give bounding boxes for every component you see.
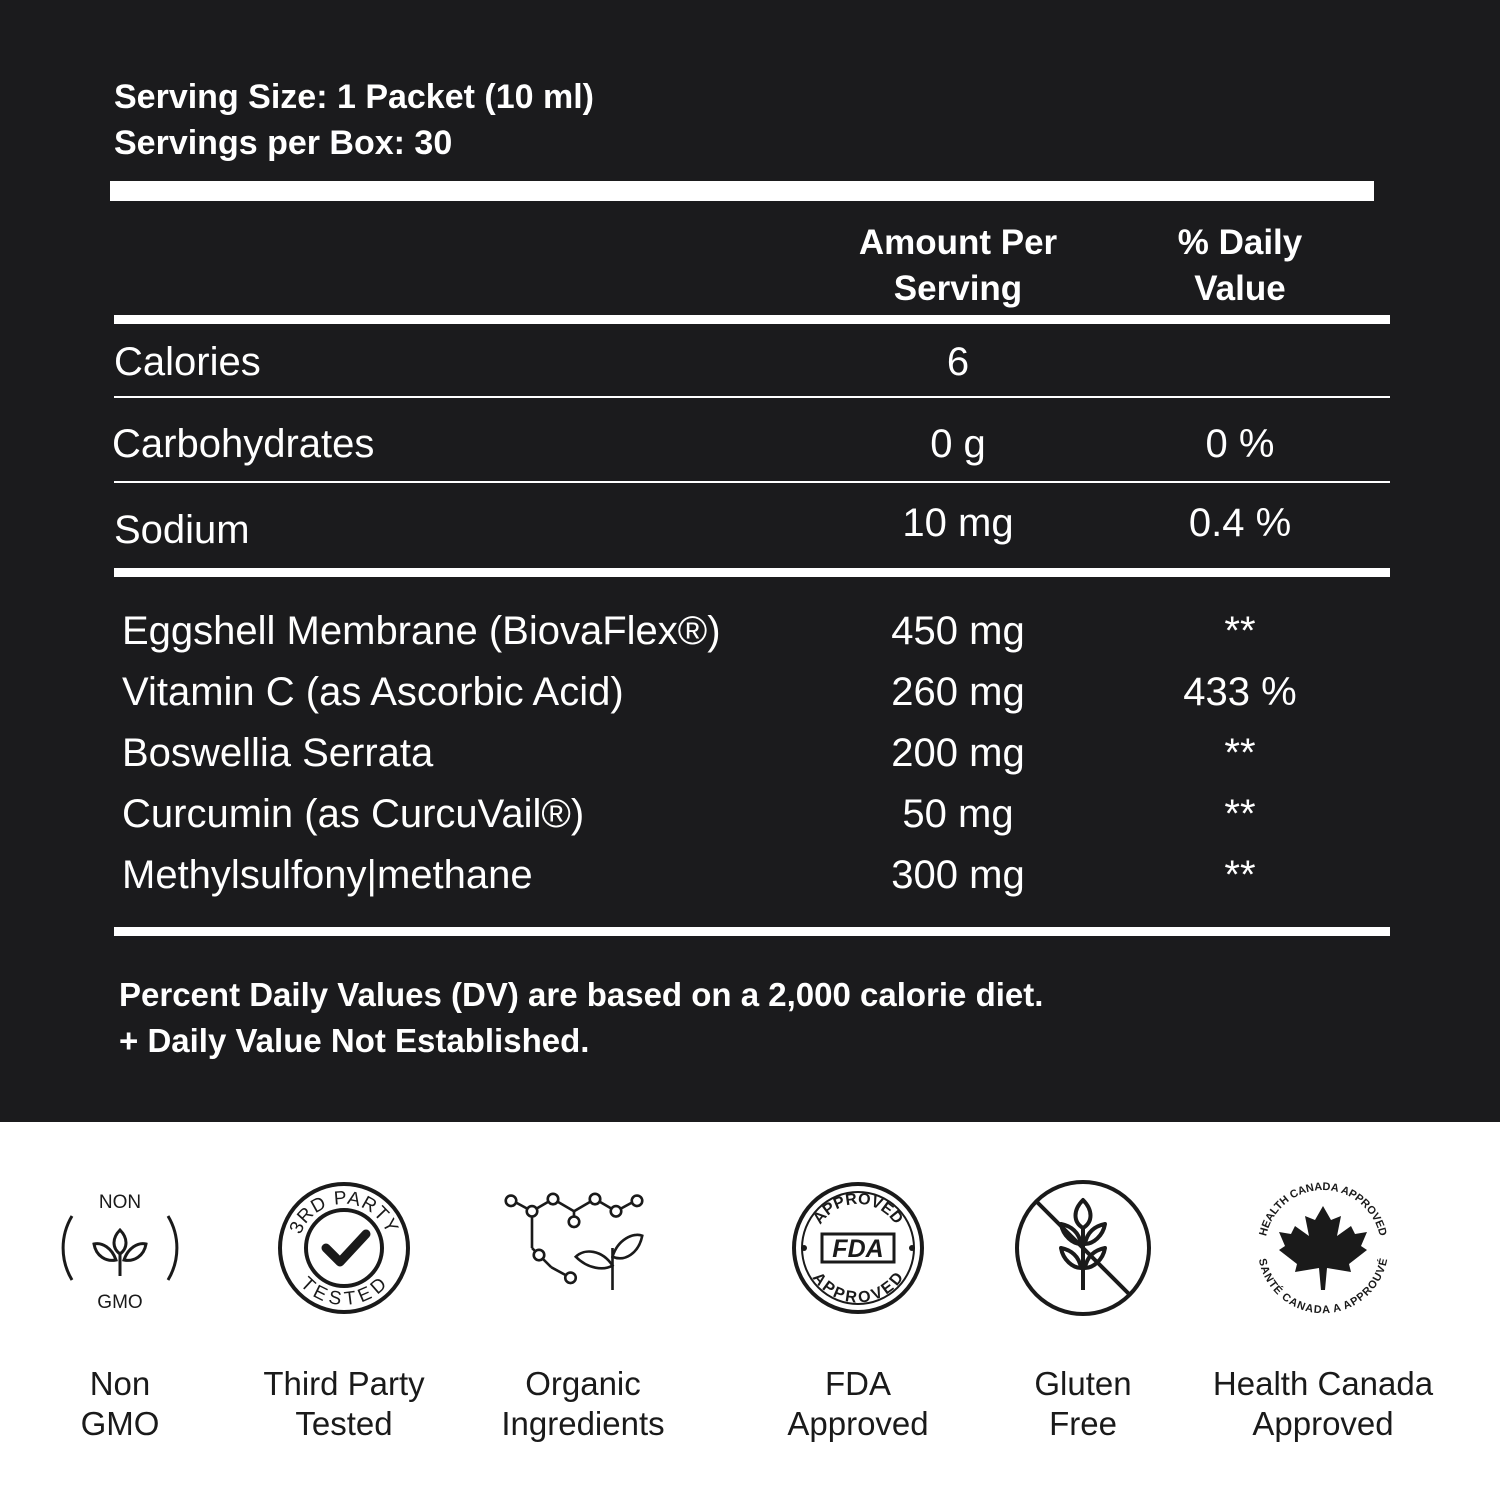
bottom-divider — [114, 927, 1390, 936]
ingredient-name: Boswellia Serrata — [122, 731, 434, 775]
badge-label: Third Party Tested — [263, 1365, 425, 1442]
ingredient-amount: 300 mg — [891, 853, 1025, 897]
svg-text:APPROVED: APPROVED — [810, 1190, 906, 1228]
row-amount: 10 mg — [902, 501, 1014, 545]
health-canada-icon — [1253, 1178, 1393, 1318]
footnote-dv: Percent Daily Values (DV) are based on a 2,000 calorie diet. — [119, 976, 1044, 1013]
row-divider — [114, 481, 1390, 483]
svg-text:SANTÉ CANADA A APPROUVÉ: SANTÉ CANADA A APPROUVÉ — [1255, 1257, 1391, 1317]
ingredient-daily-value: ** — [1224, 731, 1256, 775]
row-divider — [114, 396, 1390, 398]
badge-label: Organic Ingredients — [501, 1365, 665, 1442]
section-divider — [114, 568, 1390, 577]
badge-label: Non GMO — [80, 1365, 160, 1442]
badge-label: Gluten Free — [1034, 1365, 1132, 1442]
svg-text:NON: NON — [98, 1192, 142, 1213]
ingredient-amount: 200 mg — [891, 731, 1025, 775]
servings-per-box: Servings per Box: 30 — [114, 124, 453, 162]
row-daily-value: 0.4 % — [1188, 501, 1292, 545]
ingredient-daily-value: ** — [1224, 853, 1256, 897]
third-party-tested-icon — [274, 1178, 414, 1318]
ingredient-name: Eggshell Membrane (BiovaFlex®) — [122, 609, 721, 653]
serving-size: Serving Size: 1 Packet (10 ml) — [114, 78, 594, 116]
ingredient-daily-value: 433 % — [1183, 670, 1297, 714]
ingredient-name: Curcumin (as CurcuVail®) — [122, 792, 585, 836]
footnote-not-established: + Daily Value Not Established. — [119, 1022, 590, 1059]
svg-text:FDA: FDA — [832, 1235, 884, 1263]
certification-badges — [0, 1122, 1500, 1500]
header-divider — [114, 315, 1390, 324]
row-daily-value: 0 % — [1205, 422, 1275, 466]
organic-ingredients-icon — [504, 1178, 644, 1318]
row-name: Sodium — [114, 508, 250, 552]
badge-label: Health Canada Approved — [1212, 1365, 1434, 1442]
svg-text:GMO: GMO — [97, 1292, 143, 1313]
row-name: Carbohydrates — [112, 422, 375, 466]
svg-text:3RD PARTY: 3RD PARTY — [285, 1187, 403, 1238]
thick-divider — [110, 181, 1374, 201]
ingredient-daily-value: ** — [1224, 792, 1256, 836]
fda-approved-icon — [788, 1178, 928, 1318]
non-gmo-icon — [50, 1178, 190, 1318]
ingredient-daily-value: ** — [1224, 609, 1256, 653]
gluten-free-icon — [1013, 1178, 1153, 1318]
badge-label: FDA Approved — [787, 1365, 929, 1442]
ingredient-amount: 450 mg — [891, 609, 1025, 653]
svg-text:HEALTH CANADA APPROVED: HEALTH CANADA APPROVED — [1257, 1180, 1389, 1238]
row-amount: 0 g — [930, 422, 986, 466]
header-amount: Amount Per Serving — [858, 223, 1058, 308]
svg-text:APPROVED: APPROVED — [808, 1269, 908, 1307]
ingredient-amount: 260 mg — [891, 670, 1025, 714]
ingredient-name: Vitamin C (as Ascorbic Acid) — [122, 670, 624, 714]
svg-text:TESTED: TESTED — [296, 1273, 392, 1311]
header-daily-value: % Daily Value — [1177, 223, 1303, 308]
row-name: Calories — [114, 340, 261, 384]
row-amount: 6 — [946, 340, 970, 384]
ingredient-amount: 50 mg — [902, 792, 1014, 836]
ingredient-name: Methylsulfony|methane — [122, 853, 533, 897]
